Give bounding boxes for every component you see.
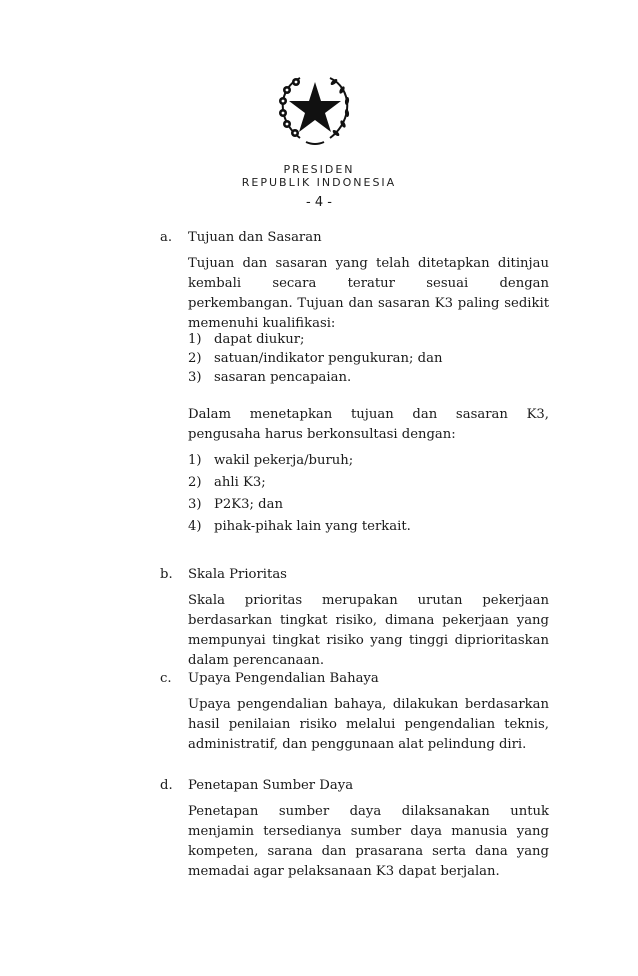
list-item-text: wakil pekerja/buruh; xyxy=(214,453,354,468)
list-item-number: 1) xyxy=(188,332,202,347)
list-item-number: 3) xyxy=(188,497,202,512)
section-d-title: Penetapan Sumber Daya xyxy=(188,778,354,793)
section-b-label: b. xyxy=(160,567,173,582)
section-a-paragraph-1: Tujuan dan sasaran yang telah ditetapkan ditinjau kembali secara teratur sesuai dengan perkembangan. Tujuan dan sasaran K3 paling sedikit memenuhi kualifikasi: xyxy=(188,256,549,331)
list-item-text: pihak-pihak lain yang terkait. xyxy=(214,519,411,534)
section-c-label: c. xyxy=(160,671,172,686)
header-republic: REPUBLIK INDONESIA xyxy=(241,176,397,189)
section-a-paragraph-2: Dalam menetapkan tujuan dan sasaran K3, pengusaha harus berkonsultasi dengan: xyxy=(188,407,549,442)
garuda-star-wreath-emblem-icon xyxy=(270,68,360,148)
list-item-text: satuan/indikator pengukuran; dan xyxy=(214,351,443,366)
list-item-text: sasaran pencapaian. xyxy=(214,370,352,385)
section-d-label: d. xyxy=(160,778,173,793)
section-c-paragraph: Upaya pengendalian bahaya, dilakukan berdasarkan hasil penilaian risiko melalui pengendalian teknis, administratif, dan penggunaan alat pelindung diri. xyxy=(188,697,549,752)
section-d-paragraph: Penetapan sumber daya dilaksanakan untuk menjamin tersedianya sumber daya manusia yang kompeten, sarana dan prasarana serta dana yang memadai agar pelaksanaan K3 dapat berjalan. xyxy=(188,804,549,879)
page-number: - 4 - xyxy=(306,195,332,210)
list-item-number: 1) xyxy=(188,453,202,468)
section-a-label: a. xyxy=(160,230,173,245)
header-president: PRESIDEN xyxy=(283,163,355,176)
list-item-number: 2) xyxy=(188,475,202,490)
list-item-number: 3) xyxy=(188,370,202,385)
list-item-number: 2) xyxy=(188,351,202,366)
section-c-title: Upaya Pengendalian Bahaya xyxy=(188,671,379,686)
section-a-title: Tujuan dan Sasaran xyxy=(188,230,322,245)
list-item-text: ahli K3; xyxy=(214,475,266,490)
list-item-number: 4) xyxy=(188,519,202,534)
list-item-text: dapat diukur; xyxy=(214,332,305,347)
section-b-title: Skala Prioritas xyxy=(188,567,287,582)
list-item-text: P2K3; dan xyxy=(214,497,283,512)
section-b-paragraph: Skala prioritas merupakan urutan pekerjaan berdasarkan tingkat risiko, dimana pekerjaan yang mempunyai tingkat risiko yang tinggi diprioritaskan dalam perencanaan. xyxy=(188,593,549,668)
